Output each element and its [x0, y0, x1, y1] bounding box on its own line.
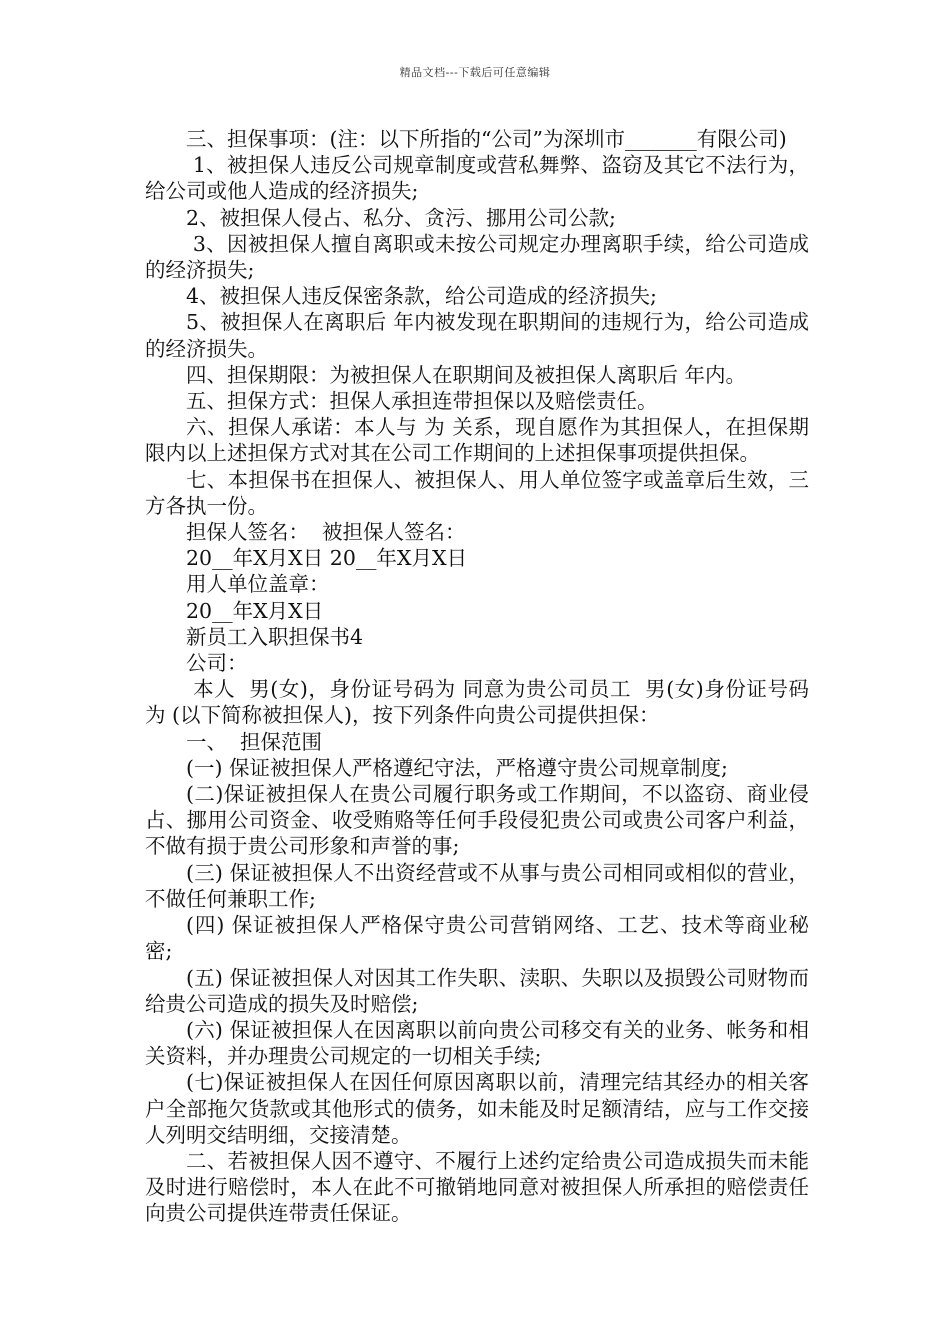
- paragraph: (一) 保证被担保人严格遵纪守法，严格遵守贵公司规章制度;: [186, 755, 728, 780]
- paragraph: 3、因被担保人擅自离职或未按公司规定办理离职手续，给公司造成的经济损失;: [145, 231, 809, 283]
- paragraph: 五、担保方式：担保人承担连带担保以及赔偿责任。: [186, 389, 658, 414]
- paragraph: (二)保证被担保人在贵公司履行职务或工作期间，不以盗窃、商业侵占、挪用公司资金、收受贿赂等任何手段侵犯贵公司或贵公司客户利益，不做有损于贵公司形象和声誉的事;: [145, 782, 809, 859]
- paragraph: 四、担保期限：为被担保人在职期间及被担保人离职后 年内。: [186, 362, 747, 387]
- paragraph: 1、被担保人违反公司规章制度或营私舞弊、盗窃及其它不法行为，给公司或他人造成的经济损失;: [145, 153, 809, 204]
- page-header: 精品文档---下载后可任意编辑: [399, 66, 551, 79]
- date-line: 20__年X月X日 20__年X月X日: [186, 546, 468, 571]
- paragraph: (五) 保证被担保人对因其工作失职、渎职、失职以及损毁公司财物而给贵公司造成的损失及时赔偿;: [145, 965, 809, 1016]
- paragraph: (七)保证被担保人在因任何原因离职以前，清理完结其经办的相关客户全部拖欠货款或其他形式的债务，如未能及时足额清结，应与工作交接人列明交结明细，交接清楚。: [145, 1070, 809, 1147]
- signature-line: 担保人签名： 被担保人签名：: [186, 520, 466, 545]
- paragraph: 本人 男(女)，身份证号码为 同意为贵公司员工 男(女)身份证号码为 (以下简称被担保人)，按下列条件向贵公司提供担保：: [145, 677, 809, 728]
- stamp-line: 用人单位盖章：: [186, 572, 330, 597]
- salutation: 公司：: [186, 651, 248, 676]
- document-body: [145, 126, 809, 1227]
- paragraph: 5、被担保人在离职后 年内被发现在职期间的违规行为，给公司造成的经济损失。: [145, 310, 809, 361]
- paragraph: 六、担保人承诺：本人与 为 关系，现自愿作为其担保人，在担保期限内以上述担保方式对其在公司工作期间的上述担保事项提供担保。: [145, 415, 809, 466]
- paragraph: (六) 保证被担保人在因离职以前向贵公司移交有关的业务、帐务和相关资料，并办理贵公司规定的一切相关手续;: [145, 1017, 809, 1069]
- paragraph: 三、担保事项：(注：以下所指的“公司”为深圳市_______有限公司): [186, 127, 787, 151]
- date-line: 20__年X月X日: [186, 598, 324, 623]
- paragraph: 2、被担保人侵占、私分、贪污、挪用公司公款;: [186, 205, 616, 230]
- paragraph: 4、被担保人违反保密条款，给公司造成的经济损失;: [186, 284, 657, 309]
- paragraph: 一、 担保范围: [186, 729, 323, 754]
- section-title: 新员工入职担保书4: [186, 624, 364, 649]
- paragraph: (三) 保证被担保人不出资经营或不从事与贵公司相同或相似的营业，不做任何兼职工作;: [145, 860, 809, 911]
- paragraph: 七、本担保书在担保人、被担保人、用人单位签字或盖章后生效，三方各执一份。: [145, 467, 809, 518]
- paragraph: 二、若被担保人因不遵守、不履行上述约定给贵公司造成损失而未能及时进行赔偿时，本人在此不可撤销地同意对被担保人所承担的赔偿责任向贵公司提供连带责任保证。: [145, 1148, 809, 1226]
- paragraph: (四) 保证被担保人严格保守贵公司营销网络、工艺、技术等商业秘密;: [145, 913, 809, 964]
